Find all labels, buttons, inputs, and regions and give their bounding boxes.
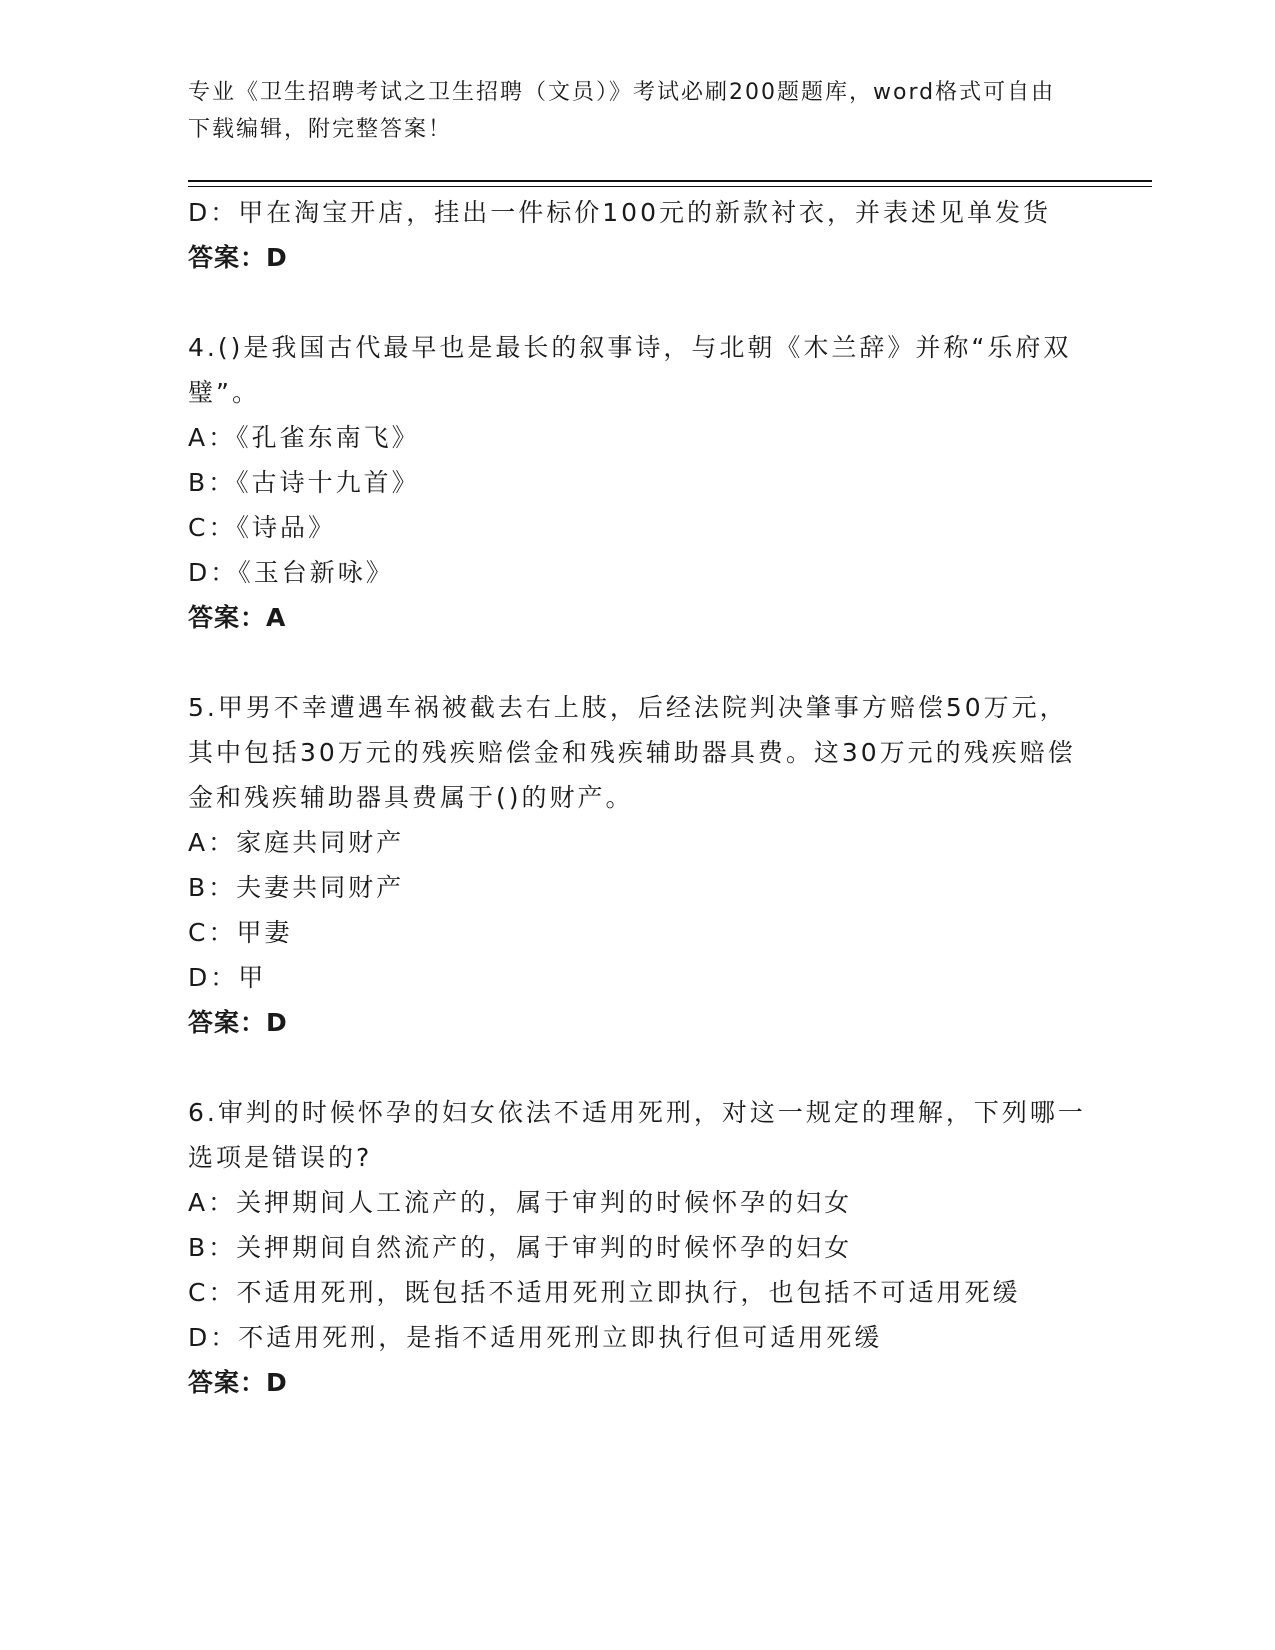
question-4-option-d: D：《玉台新咏》 [188,558,394,587]
document-header: 专业《卫生招聘考试之卫生招聘（文员）》考试必刷200题题库，word格式可自由下载编辑，附完整答案！ [188,80,1056,142]
question-6-option-a: A：关押期间人工流产的，属于审判的时候怀孕的妇女 [188,1188,853,1217]
question-6-stem: 6.审判的时候怀孕的妇女依法不适用死刑，对这一规定的理解，下列哪一选项是错误的? [188,1098,1086,1172]
question-5-option-d: D：甲 [188,963,267,992]
question-4-stem: 4.()是我国古代最早也是最长的叙事诗，与北朝《木兰辞》并称“乐府双璧”。 [188,333,1072,407]
question-6-option-d: D：不适用死刑，是指不适用死刑立即执行但可适用死缓 [188,1323,883,1352]
header-divider-thick [188,180,1152,182]
question-6-option-c: C：不适用死刑，既包括不适用死刑立即执行，也包括不可适用死缓 [188,1278,1021,1307]
question-6 [188,1090,1088,1405]
header-divider-thin [188,186,1152,187]
question-5-option-b: B：夫妻共同财产 [188,873,405,902]
question-3-tail [188,190,1088,280]
question-3-option-d: D：甲在淘宝开店，挂出一件标价100元的新款衬衣，并表述见单发货 [188,198,1051,227]
question-4 [188,325,1088,640]
question-5-option-c: C：甲妻 [188,918,293,947]
question-4-option-c: C：《诗品》 [188,513,336,542]
question-list [188,190,1088,1405]
question-5 [188,685,1088,1045]
question-4-option-b: B：《古诗十九首》 [188,468,420,497]
question-5-option-a: A：家庭共同财产 [188,828,405,857]
question-3-answer: 答案：D [188,243,288,272]
question-5-answer: 答案：D [188,1008,288,1037]
question-5-stem: 5.甲男不幸遭遇车祸被截去右上肢，后经法院判决肇事方赔偿50万元，其中包括30万元的残疾赔偿金和残疾辅助器具费。这30万元的残疾赔偿金和残疾辅助器具费属于()的财产。 [188,693,1076,812]
question-4-answer: 答案：A [188,603,287,632]
question-6-option-b: B：关押期间自然流产的，属于审判的时候怀孕的妇女 [188,1233,853,1262]
question-6-answer: 答案：D [188,1368,288,1397]
question-4-option-a: A：《孔雀东南飞》 [188,423,420,452]
